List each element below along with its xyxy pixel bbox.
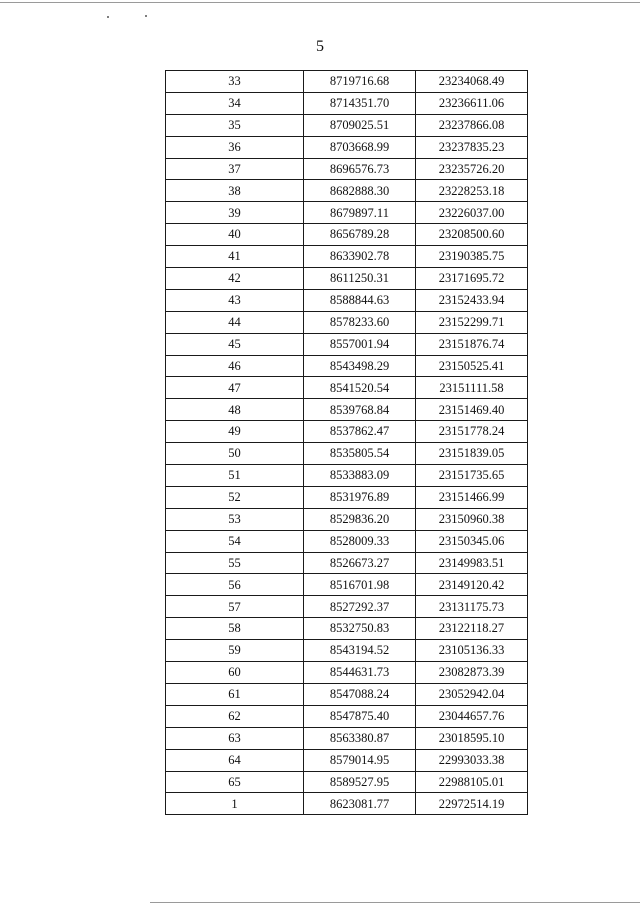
y-coordinate-cell: 23152433.94: [416, 289, 528, 311]
x-coordinate-cell: 8656789.28: [304, 224, 416, 246]
y-coordinate-cell: 23226037.00: [416, 202, 528, 224]
table-row: [166, 114, 528, 136]
table-row: [166, 771, 528, 793]
page-number: 5: [316, 38, 324, 55]
table-row: [166, 399, 528, 421]
y-coordinate-cell: 23171695.72: [416, 268, 528, 290]
y-coordinate-cell: 23151469.40: [416, 399, 528, 421]
point-number-cell: 44: [166, 311, 304, 333]
table-row: [166, 71, 528, 93]
x-coordinate-cell: 8541520.54: [304, 377, 416, 399]
table-row: [166, 377, 528, 399]
point-number-cell: 35: [166, 114, 304, 136]
x-coordinate-cell: 8696576.73: [304, 158, 416, 180]
y-coordinate-cell: 23237835.23: [416, 136, 528, 158]
point-number-cell: 50: [166, 443, 304, 465]
table-row: [166, 311, 528, 333]
table-row: [166, 552, 528, 574]
y-coordinate-cell: 22988105.01: [416, 771, 528, 793]
x-coordinate-cell: 8557001.94: [304, 333, 416, 355]
x-coordinate-cell: 8529836.20: [304, 508, 416, 530]
point-number-cell: 57: [166, 596, 304, 618]
point-number-cell: 54: [166, 530, 304, 552]
x-coordinate-cell: 8532750.83: [304, 618, 416, 640]
y-coordinate-cell: 23018595.10: [416, 727, 528, 749]
point-number-cell: 39: [166, 202, 304, 224]
y-coordinate-cell: 23149983.51: [416, 552, 528, 574]
y-coordinate-cell: 23151111.58: [416, 377, 528, 399]
point-number-cell: 62: [166, 705, 304, 727]
table-row: [166, 333, 528, 355]
point-number-cell: 58: [166, 618, 304, 640]
point-number-cell: 36: [166, 136, 304, 158]
top-scan-edge: [0, 2, 640, 3]
y-coordinate-cell: 23122118.27: [416, 618, 528, 640]
y-coordinate-cell: 23131175.73: [416, 596, 528, 618]
y-coordinate-cell: 23151466.99: [416, 486, 528, 508]
y-coordinate-cell: 22972514.19: [416, 793, 528, 815]
table-row: [166, 443, 528, 465]
point-number-cell: 40: [166, 224, 304, 246]
x-coordinate-cell: 8588844.63: [304, 289, 416, 311]
table-row: [166, 508, 528, 530]
y-coordinate-cell: 23150525.41: [416, 355, 528, 377]
bottom-scan-edge: [150, 902, 640, 903]
y-coordinate-cell: 23149120.42: [416, 574, 528, 596]
point-number-cell: 47: [166, 377, 304, 399]
x-coordinate-cell: 8714351.70: [304, 92, 416, 114]
x-coordinate-cell: 8539768.84: [304, 399, 416, 421]
table-row: [166, 202, 528, 224]
point-number-cell: 53: [166, 508, 304, 530]
point-number-cell: 1: [166, 793, 304, 815]
x-coordinate-cell: 8703668.99: [304, 136, 416, 158]
point-number-cell: 38: [166, 180, 304, 202]
scan-speck: [145, 15, 147, 17]
x-coordinate-cell: 8682888.30: [304, 180, 416, 202]
table-row: [166, 793, 528, 815]
table-row: [166, 749, 528, 771]
y-coordinate-cell: 23236611.06: [416, 92, 528, 114]
table-row: [166, 530, 528, 552]
x-coordinate-cell: 8633902.78: [304, 246, 416, 268]
point-number-cell: 46: [166, 355, 304, 377]
scan-speck: [107, 16, 109, 18]
y-coordinate-cell: 23052942.04: [416, 683, 528, 705]
y-coordinate-cell: 23150345.06: [416, 530, 528, 552]
y-coordinate-cell: 23150960.38: [416, 508, 528, 530]
x-coordinate-cell: 8516701.98: [304, 574, 416, 596]
x-coordinate-cell: 8563380.87: [304, 727, 416, 749]
table-row: [166, 355, 528, 377]
point-number-cell: 64: [166, 749, 304, 771]
x-coordinate-cell: 8611250.31: [304, 268, 416, 290]
point-number-cell: 51: [166, 465, 304, 487]
y-coordinate-cell: 23151735.65: [416, 465, 528, 487]
y-coordinate-cell: 23105136.33: [416, 640, 528, 662]
x-coordinate-cell: 8528009.33: [304, 530, 416, 552]
table-row: [166, 158, 528, 180]
x-coordinate-cell: 8589527.95: [304, 771, 416, 793]
y-coordinate-cell: 23151778.24: [416, 421, 528, 443]
y-coordinate-cell: 23151876.74: [416, 333, 528, 355]
table-row: [166, 683, 528, 705]
x-coordinate-cell: 8526673.27: [304, 552, 416, 574]
table-row: [166, 224, 528, 246]
table-row: [166, 246, 528, 268]
table-row: [166, 180, 528, 202]
table-row: [166, 268, 528, 290]
table-row: [166, 662, 528, 684]
point-number-cell: 60: [166, 662, 304, 684]
point-number-cell: 52: [166, 486, 304, 508]
point-number-cell: 49: [166, 421, 304, 443]
table-row: [166, 727, 528, 749]
coordinates-table-body: [166, 71, 528, 815]
y-coordinate-cell: 23208500.60: [416, 224, 528, 246]
table-row: [166, 596, 528, 618]
x-coordinate-cell: 8709025.51: [304, 114, 416, 136]
table-row: [166, 486, 528, 508]
x-coordinate-cell: 8547875.40: [304, 705, 416, 727]
table-row: [166, 465, 528, 487]
point-number-cell: 59: [166, 640, 304, 662]
y-coordinate-cell: 23237866.08: [416, 114, 528, 136]
point-number-cell: 63: [166, 727, 304, 749]
coordinates-table: [165, 70, 528, 815]
y-coordinate-cell: 23152299.71: [416, 311, 528, 333]
y-coordinate-cell: 23228253.18: [416, 180, 528, 202]
point-number-cell: 42: [166, 268, 304, 290]
point-number-cell: 55: [166, 552, 304, 574]
table-row: [166, 92, 528, 114]
y-coordinate-cell: 22993033.38: [416, 749, 528, 771]
x-coordinate-cell: 8531976.89: [304, 486, 416, 508]
x-coordinate-cell: 8535805.54: [304, 443, 416, 465]
point-number-cell: 33: [166, 71, 304, 93]
x-coordinate-cell: 8579014.95: [304, 749, 416, 771]
point-number-cell: 65: [166, 771, 304, 793]
x-coordinate-cell: 8543498.29: [304, 355, 416, 377]
point-number-cell: 61: [166, 683, 304, 705]
x-coordinate-cell: 8537862.47: [304, 421, 416, 443]
x-coordinate-cell: 8578233.60: [304, 311, 416, 333]
y-coordinate-cell: 23234068.49: [416, 71, 528, 93]
x-coordinate-cell: 8719716.68: [304, 71, 416, 93]
y-coordinate-cell: 23044657.76: [416, 705, 528, 727]
table-row: [166, 421, 528, 443]
table-row: [166, 574, 528, 596]
point-number-cell: 34: [166, 92, 304, 114]
table-row: [166, 640, 528, 662]
x-coordinate-cell: 8547088.24: [304, 683, 416, 705]
x-coordinate-cell: 8544631.73: [304, 662, 416, 684]
point-number-cell: 45: [166, 333, 304, 355]
x-coordinate-cell: 8679897.11: [304, 202, 416, 224]
y-coordinate-cell: 23235726.20: [416, 158, 528, 180]
x-coordinate-cell: 8543194.52: [304, 640, 416, 662]
x-coordinate-cell: 8533883.09: [304, 465, 416, 487]
y-coordinate-cell: 23082873.39: [416, 662, 528, 684]
table-row: [166, 705, 528, 727]
point-number-cell: 48: [166, 399, 304, 421]
y-coordinate-cell: 23151839.05: [416, 443, 528, 465]
x-coordinate-cell: 8623081.77: [304, 793, 416, 815]
point-number-cell: 41: [166, 246, 304, 268]
table-row: [166, 289, 528, 311]
point-number-cell: 37: [166, 158, 304, 180]
table-row: [166, 136, 528, 158]
y-coordinate-cell: 23190385.75: [416, 246, 528, 268]
point-number-cell: 43: [166, 289, 304, 311]
x-coordinate-cell: 8527292.37: [304, 596, 416, 618]
table-row: [166, 618, 528, 640]
point-number-cell: 56: [166, 574, 304, 596]
